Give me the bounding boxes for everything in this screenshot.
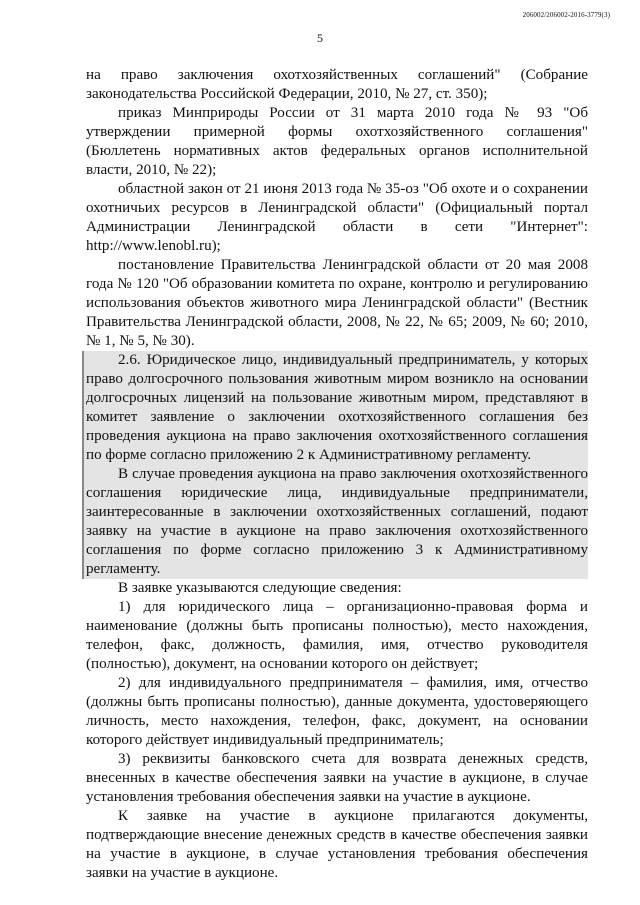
paragraph-auction-application: В случае проведения аукциона на право заключения охотхозяйственного соглашения юридические лица, индивидуальные предприниматели, заинтересованные в заключении охотхозяйственных соглашений, подают заявку на участие в аукционе на право заключения охотхозяйственного соглашения по форме согласно приложению 3 к Административному регламенту. <box>82 465 588 579</box>
paragraph-government-resolution: постановление Правительства Ленинградской области от 20 мая 2008 года № 120 "Об образовании комитета по охране, контролю и регулированию использования объектов животного мира Ленинградской области" (Вестник Правительства Ленинградской области, 2008, № 22, № 65; 2009, № 60; 2010, № 1, № 5, № 30). <box>86 257 588 349</box>
list-item-legal-entity: 1) для юридического лица – организационно-правовая форма и наименование (должны быть прописаны полностью), место нахождения, телефон, факс, должность, фамилия, имя, отчество руководителя (полностью), документ, на основании которого он действует; <box>86 599 588 672</box>
paragraph-federal-law-citation: на право заключения охотхозяйственных соглашений" (Собрание законодательства Российской Федерации, 2010, № 27, ст. 350); <box>86 67 588 102</box>
list-item-bank-details: 3) реквизиты банковского счета для возврата денежных средств, внесенных в качестве обеспечения заявки на участие в аукционе, в случае установления требования обеспечения заявки на участие в аукционе. <box>86 751 588 805</box>
document-id: 206002/206002-2016-3779(3) <box>522 11 610 19</box>
paragraph-order-minprirody: приказ Минприроды России от 31 марта 2010 года № 93 "Об утверждении примерной формы охотхозяйственного соглашения" (Бюллетень нормативных актов федеральных органов исполнительной власти, 2010, № 22); <box>86 105 588 178</box>
document-body <box>86 66 588 883</box>
list-item-entrepreneur: 2) для индивидуального предпринимателя – фамилия, имя, отчество (должны быть прописаны полностью), данные документа, удостоверяющего личность, место нахождения, телефон, факс, документ, на основании которого действует индивидуальный предприниматель; <box>86 675 588 748</box>
paragraph-attached-documents: К заявке на участие в аукционе прилагаются документы, подтверждающие внесение денежных средств в качестве обеспечения заявки на участие в аукционе, в случае установления требования обеспечения заявки на участие в аукционе. <box>86 808 588 881</box>
paragraph-2-6: 2.6. Юридическое лицо, индивидуальный предприниматель, у которых право долгосрочного пользования животным миром возникло на основании долгосрочных лицензий на пользование животным миром, представляют в комитет заявление о заключении охотхозяйственного соглашения без проведения аукциона на право заключения охотхозяйственного соглашения по форме согласно приложению 2 к Административному регламенту. <box>82 351 588 465</box>
page-number: 5 <box>317 31 323 45</box>
paragraph-regional-law: областной закон от 21 июня 2013 года № 35-оз "Об охоте и о сохранении охотничьих ресурсов в Ленинградской области" (Официальный портал Администрации Ленинградской области в сети "Интернет": http://www.lenobl.ru); <box>86 181 588 254</box>
paragraph-application-contents: В заявке указываются следующие сведения: <box>118 580 402 596</box>
